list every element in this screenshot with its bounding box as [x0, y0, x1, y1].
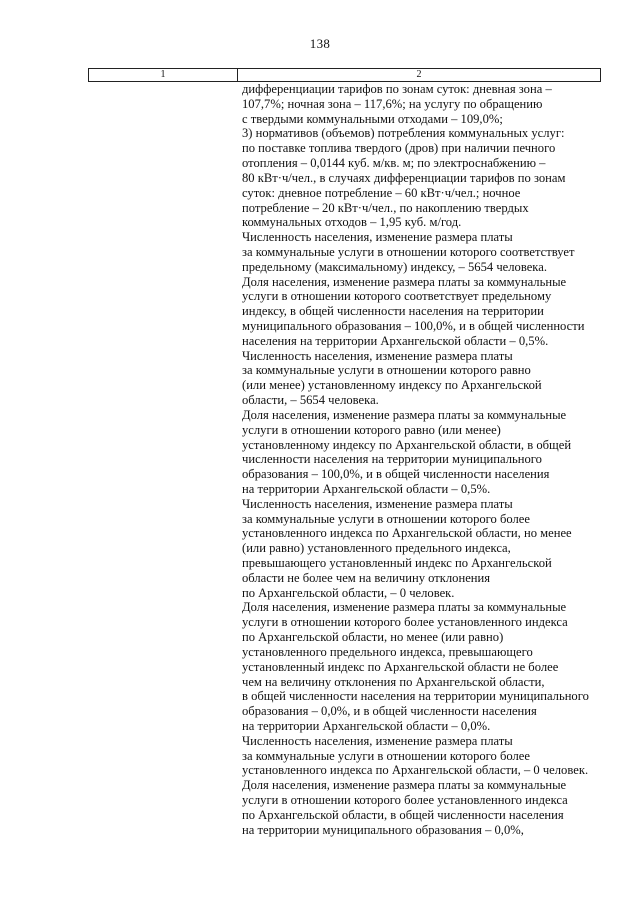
- text-line: на территории Архангельской области – 0,5%.: [242, 481, 491, 496]
- text-line: образования – 100,0%, и в общей численности населения: [242, 467, 550, 482]
- text-line: области, – 5654 человека.: [242, 393, 379, 408]
- text-line: муниципального образования – 100,0%, и в общей численности: [242, 319, 585, 333]
- text-line: 3) нормативов (объемов) потребления коммунальных услуг:: [242, 126, 565, 141]
- text-line: области не более чем на величину отклонения: [242, 570, 491, 585]
- document-body-text: [242, 82, 602, 837]
- text-line: по Архангельской области, в общей численности населения: [242, 807, 564, 822]
- text-line: превышающего установленный индекс по Архангельской: [242, 556, 552, 570]
- text-line: (или менее) установленному индексу по Архангельской: [242, 378, 542, 393]
- text-line: чем на величину отклонения по Архангельской области,: [242, 674, 545, 689]
- text-line: потребление – 20 кВт·ч/чел., по накоплению твердых: [242, 200, 529, 215]
- text-line: по Архангельской области, но менее (или равно): [242, 630, 504, 645]
- text-line: индексу, в общей численности населения на территории: [242, 304, 544, 319]
- text-line: образования – 0,0%, и в общей численности населения: [242, 704, 537, 719]
- text-line: за коммунальные услуги в отношении которого более: [242, 511, 530, 526]
- text-line: 80 кВт·ч/чел., в случаях дифференциации тарифов по зонам: [242, 170, 566, 185]
- text-line: по поставке топлива твердого (дров) при наличии печного: [242, 141, 556, 156]
- text-line: Доля населения, изменение размера платы за коммунальные: [242, 407, 567, 422]
- table-column-header: [88, 68, 601, 82]
- text-line: установленного предельного индекса, превышающего: [242, 644, 533, 659]
- text-line: установленного индекса по Архангельской области, – 0 человек.: [242, 763, 589, 778]
- text-line: предельному (максимальному) индексу, – 5654 человека.: [242, 259, 547, 274]
- text-line: Доля населения, изменение размера платы за коммунальные: [242, 274, 567, 289]
- text-line: (или равно) установленного предельного индекса,: [242, 541, 511, 556]
- text-line: суток: дневное потребление – 60 кВт·ч/чел.; ночное: [242, 185, 521, 200]
- text-line: установленный индекс по Архангельской области не более: [242, 659, 559, 674]
- text-line: на территории Архангельской области – 0,0%.: [242, 718, 491, 733]
- text-line: дифференциации тарифов по зонам суток: дневная зона –: [242, 82, 552, 96]
- text-line: Доля населения, изменение размера платы за коммунальные: [242, 778, 567, 793]
- text-line: отопления – 0,0144 куб. м/кв. м; по электроснабжению –: [242, 156, 546, 171]
- text-line: услуги в отношении которого равно (или менее): [242, 422, 501, 437]
- text-line: по Архангельской области, – 0 человек.: [242, 585, 455, 600]
- text-line: услуги в отношении которого соответствует предельному: [242, 289, 552, 304]
- text-line: Численность населения, изменение размера платы: [242, 348, 513, 363]
- text-line: Численность населения, изменение размера платы: [242, 230, 513, 245]
- text-line: на территории муниципального образования – 0,0%,: [242, 822, 524, 837]
- text-line: с твердыми коммунальными отходами – 109,0%;: [242, 111, 503, 126]
- page-number: 138: [309, 36, 331, 51]
- text-line: Численность населения, изменение размера платы: [242, 496, 513, 511]
- text-line: Доля населения, изменение размера платы за коммунальные: [242, 600, 567, 615]
- text-line: Численность населения, изменение размера платы: [242, 733, 513, 748]
- text-line: услуги в отношении которого более установленного индекса: [242, 615, 568, 630]
- text-line: установленному индексу по Архангельской области, в общей: [242, 437, 572, 452]
- column-number-1: 1: [89, 69, 238, 81]
- text-line: за коммунальные услуги в отношении которого более: [242, 748, 530, 763]
- text-line: численности населения на территории муниципального: [242, 452, 542, 467]
- column-number-2: 2: [416, 69, 422, 80]
- text-line: населения на территории Архангельской области – 0,5%.: [242, 333, 549, 348]
- text-line: установленного индекса по Архангельской области, но менее: [242, 526, 572, 541]
- text-line: коммунальных отходов – 1,95 куб. м/год.: [242, 215, 462, 230]
- text-line: за коммунальные услуги в отношении которого соответствует: [242, 244, 575, 259]
- text-line: 107,7%; ночная зона – 117,6%; на услугу по обращению: [242, 96, 543, 111]
- text-line: услуги в отношении которого более установленного индекса: [242, 793, 568, 807]
- text-line: за коммунальные услуги в отношении которого равно: [242, 363, 531, 378]
- text-line: в общей численности населения на территории муниципального: [242, 689, 589, 704]
